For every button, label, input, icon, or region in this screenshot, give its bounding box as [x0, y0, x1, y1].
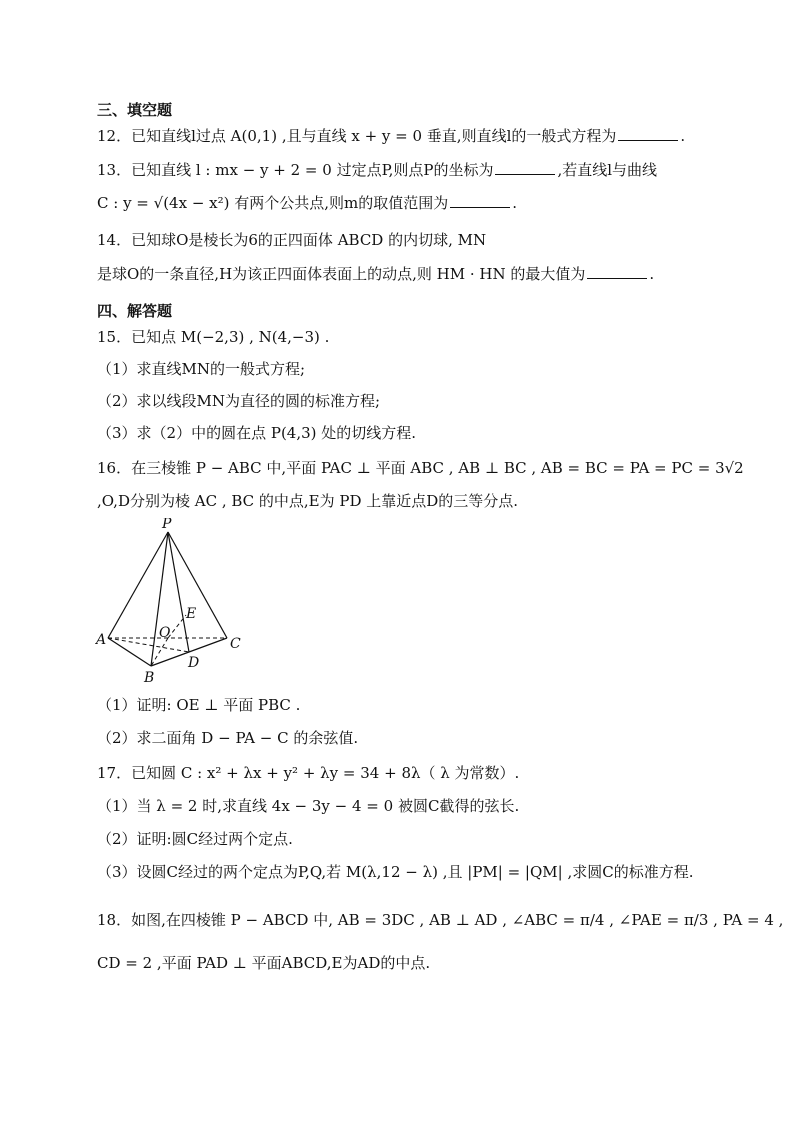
q13-tail-1: ,若直线l与曲线 [557, 161, 658, 179]
label-O: O [159, 625, 171, 641]
segment-AD-hidden [108, 638, 189, 652]
question-15-part1: （1）求直线MN的一般式方程; [97, 360, 306, 378]
q12-answer-blank [618, 126, 678, 141]
q14-tail: . [649, 265, 655, 283]
q12-tail: . [680, 127, 686, 145]
question-17-part2: （2）证明:圆C经过两个定点. [97, 830, 293, 848]
question-13-line2 [97, 193, 517, 213]
label-E: E [186, 606, 197, 622]
question-16-line1: 16．在三棱锥 P − ABC 中,平面 PAC ⊥ 平面 ABC , AB ⊥ BC , AB = BC = PA = PC = 3√2 [97, 459, 744, 477]
q12-text: 12．已知直线l过点 A(0,1) ,且与直线 x + y = 0 垂直,则直线l的一般式方程为 [97, 127, 617, 145]
question-16-part2: （2）求二面角 D − PA − C 的余弦值. [97, 729, 359, 747]
q13-answer-blank-1 [495, 160, 555, 175]
question-17-stem: 17．已知圆 C : x² + λx + y² + λy = 34 + 8λ（ λ 为常数）. [97, 764, 520, 782]
label-A: A [96, 632, 107, 648]
question-18-line2: CD = 2 ,平面 PAD ⊥ 平面ABCD,E为AD的中点. [97, 954, 431, 972]
question-18-line1: 18．如图,在四棱锥 P − ABCD 中, AB = 3DC , AB ⊥ AD , ∠ABC = π/4 , ∠PAE = π/3 , PA = 4 , [97, 911, 784, 929]
question-15-part2: （2）求以线段MN为直径的圆的标准方程; [97, 392, 381, 410]
pyramid-figure [95, 518, 255, 688]
section-heading-fill-blank: 三、填空题 [97, 101, 173, 119]
q14-text-2: 是球O的一条直径,H为该正四面体表面上的动点,则 HM · HN 的最大值为 [97, 265, 586, 283]
q13-answer-blank-2 [450, 193, 510, 208]
question-16-line2: ,O,D分别为棱 AC , BC 的中点,E为 PD 上靠近点D的三等分点. [97, 492, 519, 510]
question-15-stem: 15．已知点 M(−2,3) , N(4,−3) . [97, 328, 330, 346]
q14-answer-blank [587, 264, 647, 279]
question-17-part1: （1）当 λ = 2 时,求直线 4x − 3y − 4 = 0 被圆C截得的弦长. [97, 797, 520, 815]
question-14-line2 [97, 264, 654, 284]
question-12 [97, 126, 685, 146]
q13-text-2: C : y = √(4x − x²) 有两个公共点,则m的取值范围为 [97, 194, 449, 212]
question-13-line1 [97, 160, 657, 180]
q13-text-1: 13．已知直线 l : mx − y + 2 = 0 过定点P,则点P的坐标为 [97, 161, 494, 179]
edge-PB [151, 532, 168, 666]
edge-PA [108, 532, 168, 638]
label-B: B [144, 670, 155, 686]
label-P: P [162, 518, 172, 532]
segment-OE-hidden [168, 615, 186, 638]
question-17-part3: （3）设圆C经过的两个定点为P,Q,若 M(λ,12 − λ) ,且 |PM| = |QM| ,求圆C的标准方程. [97, 863, 694, 881]
question-15-part3: （3）求（2）中的圆在点 P(4,3) 处的切线方程. [97, 424, 417, 442]
question-16-part1: （1）证明: OE ⊥ 平面 PBC . [97, 696, 301, 714]
question-14-line1: 14．已知球O是棱长为6的正四面体 ABCD 的内切球, MN [97, 231, 487, 249]
label-D: D [188, 655, 200, 671]
section-heading-solutions: 四、解答题 [97, 302, 173, 320]
label-C: C [230, 636, 241, 652]
q13-tail-2: . [512, 194, 518, 212]
